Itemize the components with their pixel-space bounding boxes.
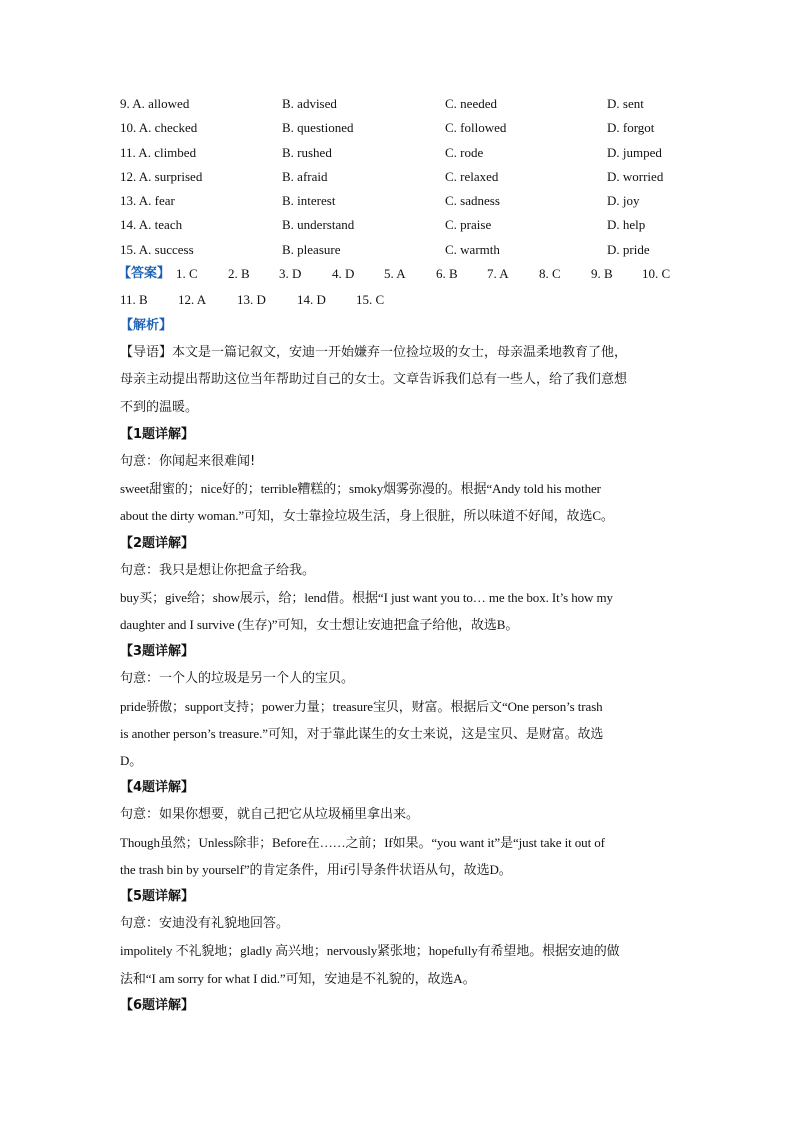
option-c: C. praise xyxy=(445,217,492,233)
answer-item: 1. C xyxy=(176,266,198,281)
q1-heading: 【1题详解】 xyxy=(120,426,195,442)
option-b: B. rushed xyxy=(282,144,332,160)
option-row-11 xyxy=(120,143,680,167)
option-a: 13. A. fear xyxy=(120,193,175,209)
q3-explanation: is another person’s treasure.”可知，对于靠此谋生的女士来说，这是宝贝、是财富。故选 xyxy=(120,725,604,741)
option-c: C. followed xyxy=(445,120,507,136)
guide-line: 母亲主动提出帮助这位当年帮助过自己的女士。文章告诉我们总有一些人，给了我们意想 xyxy=(120,372,628,388)
q2-explanation: buy买；give给；show展示，给；lend借。根据“I just want you to… me the box. It’s how my xyxy=(120,589,613,605)
option-d: D. help xyxy=(607,217,646,233)
guide-line: 【导语】本文是一篇记叙文，安迪一开始嫌弃一位捡垃圾的女士，母亲温柔地教育了他， xyxy=(120,345,628,361)
q2-explanation: daughter and I survive (生存)”可知，女士想让安迪把盒子给他，故选B。 xyxy=(120,617,519,633)
q4-heading: 【4题详解】 xyxy=(120,780,195,796)
q1-sentence: 句意：你闻起来很难闻! xyxy=(120,453,256,469)
q4-sentence: 句意：如果你想要，就自己把它从垃圾桶里拿出来。 xyxy=(120,807,420,823)
option-row-14 xyxy=(120,215,680,239)
q2-heading: 【2题详解】 xyxy=(120,535,195,551)
analysis-section xyxy=(120,312,676,1019)
q1-explanation: sweet甜蜜的；nice好的；terrible糟糕的；smoky烟雾弥漫的。根据“Andy told his mother xyxy=(120,481,601,497)
option-b: B. advised xyxy=(282,96,337,111)
option-c: C. rode xyxy=(445,144,484,160)
answer-item: 12. A xyxy=(178,292,207,307)
answer-row-2 xyxy=(120,290,680,310)
answer-item: 8. C xyxy=(539,266,561,281)
option-a: 14. A. teach xyxy=(120,217,183,233)
q5-heading: 【5题详解】 xyxy=(120,888,195,904)
option-c: C. relaxed xyxy=(445,168,499,184)
answer-item: 2. B xyxy=(228,266,250,281)
q3-sentence: 句意：一个人的垃圾是另一个人的宝贝。 xyxy=(120,671,355,687)
q3-explanation: pride骄傲；support支持；power力量；treasure宝贝，财富。根据后文“One person’s trash xyxy=(120,698,603,714)
q5-sentence: 句意：安迪没有礼貌地回答。 xyxy=(120,916,290,932)
option-a: 12. A. surprised xyxy=(120,168,203,184)
answer-label: 【答案】 xyxy=(118,266,171,281)
option-a: 10. A. checked xyxy=(120,120,198,136)
q4-explanation: the trash bin by yourself”的肯定条件，用if引导条件状语从句，故选D。 xyxy=(120,861,512,877)
option-b: B. pleasure xyxy=(282,241,341,257)
answer-item: 9. B xyxy=(591,266,613,281)
answer-item: 11. B xyxy=(120,292,148,307)
q2-sentence: 句意：我只是想让你把盒子给我。 xyxy=(120,562,316,578)
option-row-9 xyxy=(120,94,680,118)
q4-explanation: Though虽然；Unless除非；Before在……之前；If如果。“you want it”是“just take it out of xyxy=(120,834,605,850)
answer-item: 10. C xyxy=(642,266,671,281)
analysis-label: 【解析】 xyxy=(120,318,173,333)
q5-explanation: 法和“I am sorry for what I did.”可知，安迪是不礼貌的，故选A。 xyxy=(120,970,476,986)
option-row-13 xyxy=(120,191,680,215)
options-list xyxy=(120,94,680,264)
q3-heading: 【3题详解】 xyxy=(120,644,195,660)
option-c: C. sadness xyxy=(445,193,500,209)
q3-explanation: D。 xyxy=(120,753,143,768)
answer-item: 7. A xyxy=(487,266,509,281)
option-b: B. afraid xyxy=(282,168,328,184)
answer-row-1 xyxy=(120,264,680,284)
option-d: D. joy xyxy=(607,193,640,209)
option-b: B. understand xyxy=(282,217,355,233)
option-a: 9. A. allowed xyxy=(120,96,190,111)
option-c: C. warmth xyxy=(445,241,500,257)
q1-explanation: about the dirty woman.”可知，女士靠捡垃圾生活，身上很脏，所以味道不好闻，故选C。 xyxy=(120,508,614,524)
option-b: B. questioned xyxy=(282,120,354,136)
answer-item: 4. D xyxy=(332,266,355,281)
option-c: C. needed xyxy=(445,96,497,111)
answer-item: 13. D xyxy=(237,292,266,307)
option-a: 15. A. success xyxy=(120,241,194,257)
option-row-15 xyxy=(120,240,680,264)
option-d: D. worried xyxy=(607,168,664,184)
option-row-12 xyxy=(120,167,680,191)
answer-item: 3. D xyxy=(279,266,302,281)
guide-line: 不到的温暖。 xyxy=(120,399,199,415)
answer-item: 5. A xyxy=(384,266,406,281)
answer-item: 6. B xyxy=(436,266,458,281)
q6-heading: 【6题详解】 xyxy=(120,997,195,1013)
option-d: D. pride xyxy=(607,241,650,257)
option-d: D. sent xyxy=(607,96,644,111)
answer-item: 15. C xyxy=(356,292,385,307)
answer-item: 14. D xyxy=(297,292,326,307)
option-d: D. forgot xyxy=(607,120,655,136)
q5-explanation: impolitely 不礼貌地；gladly 高兴地；nervously紧张地；hopefully有希望地。根据安迪的做 xyxy=(120,943,620,959)
option-b: B. interest xyxy=(282,193,336,209)
option-d: D. jumped xyxy=(607,144,662,160)
option-row-10 xyxy=(120,118,680,142)
option-a: 11. A. climbed xyxy=(120,144,197,160)
